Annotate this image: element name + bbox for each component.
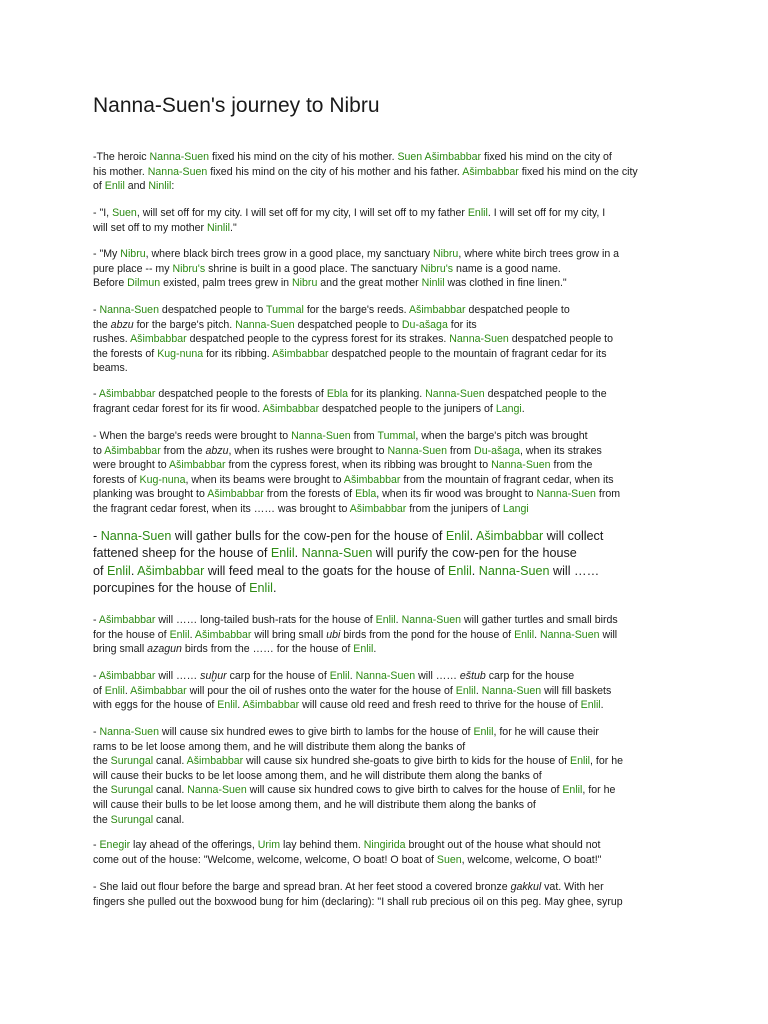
text-run: of (93, 684, 105, 697)
name-link[interactable]: Du-ašaga (401, 318, 448, 331)
text-line (93, 642, 675, 657)
text-run: , when its rushes were brought to (228, 444, 388, 457)
name-link[interactable]: Enlil (169, 628, 190, 641)
name-link[interactable]: Nanna-Suen (100, 529, 172, 543)
text-run: will cause their bucks to be let loose among them, and he will distribute them along the banks of (93, 769, 542, 782)
text-run: - (93, 304, 100, 316)
name-link[interactable]: Ašimbabbar (475, 529, 544, 543)
paragraph (93, 247, 675, 291)
text-run: forests of (93, 473, 140, 486)
name-link[interactable]: Nanna-Suen (481, 684, 542, 697)
text-run: . (471, 563, 479, 578)
name-link[interactable]: Nanna-Suen (401, 614, 462, 626)
name-link[interactable]: Ašimbabbar (194, 628, 252, 641)
text-run: canal. (153, 784, 188, 797)
text-line (93, 813, 675, 828)
text-run: for the barge's pitch. (133, 318, 236, 331)
name-link[interactable]: Nanna-Suen (478, 563, 550, 578)
text-run: despatched people to (158, 304, 266, 316)
text-line (93, 563, 675, 580)
text-run: and the great mother (317, 277, 422, 290)
text-run: will …… (549, 563, 600, 578)
name-link[interactable]: Nanna-Suen (187, 784, 247, 797)
name-link[interactable]: Ninlil (148, 180, 172, 193)
text-run: porcupines for the house of (93, 580, 250, 595)
name-link[interactable]: Nibru (432, 248, 459, 260)
text-line (93, 303, 675, 318)
name-link[interactable]: Nibru's (420, 262, 454, 275)
text-run: - (93, 614, 99, 626)
text-run: . (349, 670, 356, 682)
text-run: from the (550, 459, 593, 472)
name-link[interactable]: Enlil (329, 670, 350, 682)
text-line (93, 221, 675, 236)
name-link[interactable]: Ašimbabbar (207, 488, 264, 501)
name-link[interactable]: Nanna-Suen (99, 304, 159, 316)
name-link[interactable]: Suen Ašimbabbar (397, 151, 482, 163)
text-run: was clothed in fine linen." (444, 277, 567, 290)
name-link[interactable]: Enlil (514, 628, 535, 641)
italic-term: abzu (205, 444, 229, 457)
text-run: . (475, 684, 482, 697)
text-run: will pour the oil of rushes onto the water for the house of (186, 684, 456, 697)
text-run: - (93, 839, 100, 851)
name-link[interactable]: Nanna-Suen (355, 670, 416, 682)
name-link[interactable]: Ašimbabbar (98, 388, 156, 400)
paragraph (93, 206, 675, 235)
text-run: , when the barge's pitch was brought (415, 430, 588, 442)
paragraph (93, 838, 675, 867)
text-run: . (272, 580, 277, 595)
text-run: from the cypress forest, when its ribbing was brought to (225, 459, 492, 472)
text-run: will collect (543, 529, 604, 543)
name-link[interactable]: Enlil (107, 563, 131, 578)
name-link[interactable]: Nanna-Suen (449, 333, 509, 346)
text-line (93, 895, 675, 910)
italic-term: azagun (147, 643, 182, 656)
paragraph (93, 669, 675, 713)
name-link[interactable]: Enlil (375, 614, 396, 626)
text-run: despatched people to the forests of (155, 388, 327, 400)
name-link[interactable]: Nanna-Suen (149, 151, 210, 163)
text-run: - She laid out flour before the barge and spread bran. At her feet stood a covered bronze (93, 881, 511, 893)
text-run: will purify the cow-pen for the house (372, 546, 577, 561)
text-run: from the mountain of fragrant cedar, when its (400, 473, 614, 486)
text-line (93, 740, 675, 755)
text-run: his mother. (93, 165, 148, 178)
text-run: will set off to my mother (93, 221, 208, 234)
text-line (93, 545, 675, 562)
text-run: despatched people to the junipers of (319, 402, 496, 415)
text-run: will fill baskets (541, 684, 612, 697)
paragraph (93, 387, 675, 416)
text-run: will (599, 628, 618, 641)
text-run: from the (160, 444, 206, 457)
text-run: , when its strakes (519, 444, 602, 457)
name-link[interactable]: Ašimbabbar (462, 165, 519, 178)
text-line (93, 458, 675, 473)
text-run: vat. With her (541, 881, 604, 893)
name-link[interactable]: Ašimbabbar (168, 459, 226, 472)
text-run: existed, palm trees grew in (160, 277, 293, 290)
name-link[interactable]: Nanna-Suen (536, 488, 596, 501)
name-link[interactable]: Surungal (110, 813, 154, 826)
name-link[interactable]: Du-ašaga (474, 444, 520, 457)
text-run: the (93, 813, 111, 826)
text-run: - "I, (93, 207, 113, 219)
name-link[interactable]: Ašimbabbar (137, 563, 205, 578)
text-run: - When the barge's reeds were brought to (93, 430, 292, 442)
name-link[interactable]: Enlil (473, 726, 494, 738)
text-run: fixed his mind on the city of his mother and his father. (207, 165, 463, 178)
text-run: of (93, 563, 108, 578)
text-run: of (93, 180, 105, 193)
name-link[interactable]: Enlil (467, 207, 488, 219)
name-link[interactable]: Nanna-Suen (425, 388, 485, 400)
name-link[interactable]: Ašimbabbar (104, 444, 161, 457)
name-link[interactable]: Ašimbabbar (130, 333, 187, 346)
name-link[interactable]: Nanna-Suen (235, 318, 295, 331)
text-run: fattened sheep for the house of (93, 546, 271, 561)
text-run: will cause their bulls to be let loose among them, and he will distribute them along the banks of (93, 798, 536, 811)
text-run: canal. (153, 813, 185, 826)
text-run: lay behind them. (280, 839, 364, 851)
text-run: and (124, 180, 149, 193)
name-link[interactable]: Ebla (355, 488, 377, 501)
text-line (93, 487, 675, 502)
text-run: birds from the …… for the house of (181, 643, 354, 656)
text-line (93, 769, 675, 784)
name-link[interactable]: Nanna-Suen (99, 726, 159, 738)
text-run: despatched people to the (484, 388, 607, 400)
text-run: for its planking. (348, 388, 426, 400)
name-link[interactable]: Ninlil (207, 221, 230, 234)
text-run: . (395, 614, 402, 626)
text-line (93, 684, 675, 699)
text-line (93, 444, 675, 459)
text-run: the (93, 784, 111, 797)
text-run: the (93, 318, 111, 331)
name-link[interactable]: Surungal (110, 755, 154, 768)
text-line (93, 165, 675, 180)
name-link[interactable]: Ašimbabbar (98, 614, 156, 626)
text-run: - (93, 529, 101, 543)
name-link[interactable]: Enlil (562, 784, 583, 797)
text-line (93, 179, 675, 194)
text-run: -The heroic (93, 151, 150, 163)
text-line (93, 628, 675, 643)
text-run: birds from the pond for the house of (340, 628, 515, 641)
text-run: , where white birch trees grow in a (458, 248, 620, 260)
name-link[interactable]: Ašimbabbar (349, 502, 407, 515)
text-run: despatched people to the cypress forest for its strakes. (186, 333, 450, 346)
text-run: Before (93, 277, 128, 290)
name-link[interactable]: Ašimbabbar (130, 684, 187, 697)
text-run: the (93, 755, 111, 768)
name-link[interactable]: Surungal (110, 784, 154, 797)
name-link[interactable]: Nanna-Suen (491, 459, 551, 472)
text-line (93, 783, 675, 798)
name-link[interactable]: Ninlil (421, 277, 445, 290)
name-link[interactable]: Kug-nuna (139, 473, 186, 486)
text-run: . (294, 546, 302, 561)
text-run: . (600, 699, 604, 712)
text-run: : (171, 180, 175, 193)
text-run: - "My (93, 248, 121, 260)
text-run: for its (447, 318, 477, 331)
text-run: to (93, 444, 105, 457)
text-run: pure place -- my (93, 262, 173, 275)
text-run: will cause six hundred she-goats to give birth to kids for the house of (243, 755, 571, 768)
text-run: lay ahead of the offerings, (130, 839, 258, 851)
name-link[interactable]: Tummal (377, 430, 416, 442)
text-run: for its ribbing. (203, 347, 273, 360)
name-link[interactable]: Nanna-Suen (147, 165, 208, 178)
name-link[interactable]: Tummal (266, 304, 304, 316)
text-run: , for he (590, 755, 624, 768)
name-link[interactable]: Ašimbabbar (98, 670, 156, 682)
text-run: . (534, 628, 540, 641)
text-run: - (93, 388, 99, 400)
text-line (93, 332, 675, 347)
name-link[interactable]: Enlil (445, 529, 470, 543)
name-link[interactable]: Kug-nuna (157, 347, 204, 360)
text-line (93, 798, 675, 813)
text-run: will …… long-tailed bush-rats for the house of (155, 614, 376, 626)
text-line (93, 429, 675, 444)
text-run: , where black birch trees grow in a good place, my sanctuary (145, 248, 433, 260)
text-line (93, 502, 675, 517)
text-run: rushes. (93, 333, 131, 346)
text-run: , when its beams were brought to (185, 473, 344, 486)
text-run: will …… (415, 670, 460, 682)
text-run: will gather turtles and small birds (461, 614, 618, 626)
text-line (93, 613, 675, 628)
text-line (93, 528, 675, 545)
paragraph (93, 303, 675, 376)
text-run: the forests of (93, 347, 158, 360)
name-link[interactable]: Ašimbabbar (242, 699, 300, 712)
text-run: from (595, 488, 621, 501)
text-run: fingers she pulled out the boxwood bung for him (declaring): "I shall rub precious oil on this peg. May ghee, syrup (93, 895, 623, 908)
text-run: . (189, 628, 195, 641)
text-run: . (130, 563, 138, 578)
name-link[interactable]: Enlil (580, 699, 601, 712)
name-link[interactable]: Ašimbabbar (343, 473, 401, 486)
name-link[interactable]: Nibru's (172, 262, 206, 275)
italic-term: abzu (110, 318, 134, 331)
text-run: - (93, 670, 99, 682)
text-run: from (446, 444, 475, 457)
name-link[interactable]: Dilmun (127, 277, 161, 290)
paragraph (93, 150, 675, 194)
text-line (93, 206, 675, 221)
name-link[interactable]: Nanna-Suen (387, 444, 447, 457)
text-run: despatched people to (294, 318, 402, 331)
text-run: carp for the house (485, 670, 575, 682)
text-run: , will set off for my city. I will set off for my city, I will set off to my father (136, 207, 468, 219)
text-line (93, 262, 675, 277)
text-line (93, 150, 675, 165)
text-run: , welcome, welcome, O boat!" (461, 853, 602, 866)
text-line (93, 473, 675, 488)
paragraph (93, 880, 675, 909)
text-run: despatched people to the mountain of fragrant cedar for its (328, 347, 607, 360)
text-run: canal. (153, 755, 187, 768)
name-link[interactable]: Enlil (353, 643, 374, 656)
name-link[interactable]: Ningirida (363, 839, 406, 851)
name-link[interactable]: Enlil (104, 180, 125, 193)
text-line (93, 347, 675, 362)
name-link[interactable]: Enegir (99, 839, 131, 851)
text-line (93, 838, 675, 853)
text-run: for the house of (93, 628, 170, 641)
text-run: . (237, 699, 243, 712)
text-line (93, 361, 675, 376)
italic-term: ubi (326, 628, 341, 641)
text-run: rams to be let loose among them, and he will distribute them along the banks of (93, 740, 466, 753)
name-link[interactable]: Nanna-Suen (301, 546, 373, 561)
text-run: will feed meal to the goats for the house of (204, 563, 448, 578)
text-run: fixed his mind on the city (518, 165, 638, 178)
text-line (93, 880, 675, 895)
text-run: were brought to (93, 459, 169, 472)
text-line (93, 698, 675, 713)
text-run: carp for the house of (226, 670, 330, 682)
text-line (93, 276, 675, 291)
text-line (93, 853, 675, 868)
text-run: from the junipers of (406, 502, 503, 515)
text-run: for the barge's reeds. (303, 304, 409, 316)
text-run: ." (230, 221, 237, 234)
text-line (93, 669, 675, 684)
text-run: . (373, 643, 377, 656)
text-run: fixed his mind on the city of his mother. (209, 151, 398, 163)
name-link[interactable]: Enlil (217, 699, 238, 712)
name-link[interactable]: Suen (436, 853, 462, 866)
paragraph (93, 725, 675, 827)
text-line (93, 387, 675, 402)
paragraph (93, 613, 675, 657)
name-link[interactable]: Nanna-Suen (540, 628, 600, 641)
name-link[interactable]: Ašimbabbar (408, 304, 466, 316)
text-line (93, 754, 675, 769)
name-link[interactable]: Ašimbabbar (262, 402, 320, 415)
text-run: - (93, 726, 100, 738)
text-run: brought out of the house what should not (405, 839, 601, 851)
text-run: , for he will cause their (493, 726, 599, 738)
name-link[interactable]: Suen (112, 207, 137, 219)
paragraph (93, 528, 675, 597)
text-run: planking was brought to (93, 488, 208, 501)
name-link[interactable]: Urim (257, 839, 281, 851)
name-link[interactable]: Enlil (104, 684, 125, 697)
name-link[interactable]: Nanna-Suen (291, 430, 351, 442)
text-run: fragrant cedar forest for its fir wood. (93, 402, 263, 415)
text-run: with eggs for the house of (93, 699, 218, 712)
text-run: . (521, 402, 525, 415)
text-run: shrine is built in a good place. The sanctuary (205, 262, 421, 275)
text-run: from (350, 430, 378, 442)
name-link[interactable]: Ašimbabbar (186, 755, 244, 768)
text-run: . (469, 529, 476, 543)
name-link[interactable]: Enlil (249, 580, 273, 595)
name-link[interactable]: Enlil (570, 755, 591, 768)
name-link[interactable]: Langi (495, 402, 522, 415)
page-title: Nanna-Suen's journey to Nibru (93, 94, 380, 117)
text-run: despatched people to (465, 304, 570, 316)
text-run: . (124, 684, 131, 697)
text-run: will gather bulls for the cow-pen for the house of (171, 529, 446, 543)
text-run: from the forests of (263, 488, 356, 501)
text-line (93, 580, 675, 597)
name-link[interactable]: Enlil (270, 546, 295, 561)
text-run: , when its fir wood was brought to (376, 488, 537, 501)
text-run: beams. (93, 362, 128, 375)
name-link[interactable]: Ebla (326, 388, 349, 400)
text-run: despatched people to (508, 333, 614, 346)
text-line (93, 402, 675, 417)
text-run: will bring small (251, 628, 327, 641)
text-run: come out of the house: "Welcome, welcome, welcome, O boat! O boat of (93, 853, 437, 866)
name-link[interactable]: Ašimbabbar (272, 347, 329, 360)
text-line (93, 247, 675, 262)
text-run: the fragrant cedar forest, when its …… was brought to (93, 502, 350, 515)
italic-term: gakkul (510, 881, 542, 893)
name-link[interactable]: Langi (502, 502, 529, 515)
italic-term: suḫur (200, 670, 227, 682)
text-run: will cause six hundred cows to give birth to calves for the house of (246, 784, 563, 797)
text-run: fixed his mind on the city of (481, 151, 612, 163)
text-run: will cause six hundred ewes to give birth to lambs for the house of (158, 726, 474, 738)
text-run: , for he (582, 784, 616, 797)
text-run: bring small (93, 643, 148, 656)
text-run: will …… (155, 670, 201, 682)
name-link[interactable]: Nibru (120, 248, 146, 260)
name-link[interactable]: Enlil (455, 684, 476, 697)
italic-term: eštub (459, 670, 486, 682)
text-line (93, 318, 675, 333)
name-link[interactable]: Enlil (447, 563, 472, 578)
paragraph (93, 429, 675, 517)
text-run: . I will set off for my city, I (487, 207, 606, 219)
name-link[interactable]: Nibru (292, 277, 318, 290)
text-run: will cause old reed and fresh reed to thrive for the house of (299, 699, 581, 712)
text-line (93, 725, 675, 740)
text-run: name is a good name. (453, 262, 561, 275)
